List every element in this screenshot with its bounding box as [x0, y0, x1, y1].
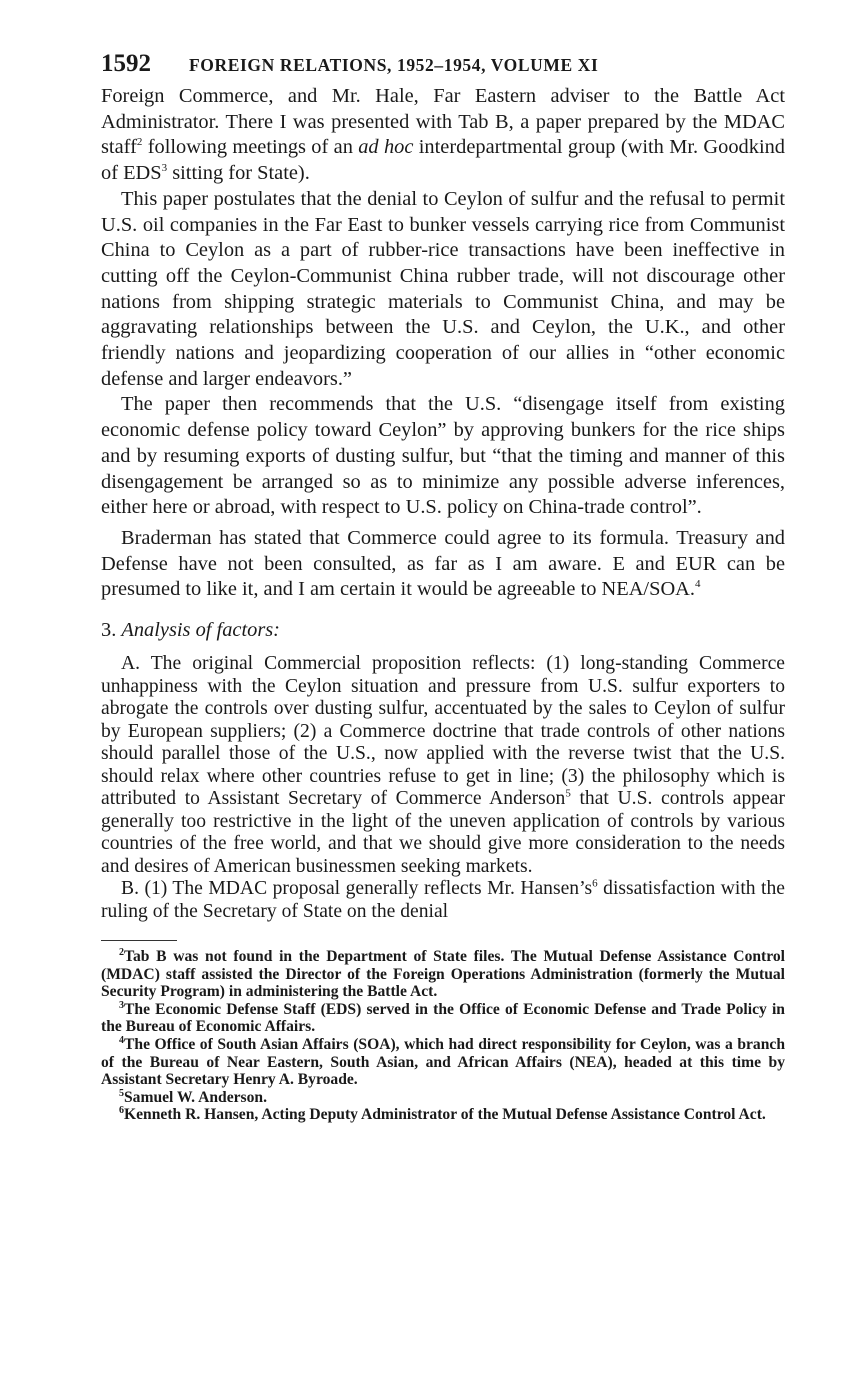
- footnote-ref-4: 4: [695, 578, 701, 591]
- section-title: Analysis of factors:: [121, 619, 280, 642]
- footnote-ref-3: 3: [161, 162, 168, 175]
- paragraph-3: The paper then recommends that the U.S. “disengage itself from existing economic defense policy toward Ceylon” by approving bunkers for the rice ships and by resuming exports of dusting sulfur, but “that the timing and manner of this disengagement be arranged so as to minimize any possible adverse inferences, either here or abroad, with respect to U.S. policy on China-trade control”.: [101, 393, 785, 519]
- running-head: FOREIGN RELATIONS, 1952–1954, VOLUME XI: [189, 55, 599, 75]
- paragraph-1: Foreign Commerce, and Mr. Hale, Far Eastern adviser to the Battle Act Administrator. There I was presented with Tab B, a paper prepared by the MDAC staff$^2$ following meetings of an ad hoc interdepartmental group (with Mr. Goodkind of EDS$^3$ sitting for State).: [101, 85, 785, 185]
- paragraph-4: Braderman has stated that Commerce could agree to its formula. Treasury and Defense have not been consulted, as far as I am aware. E and EUR can be presumed to like it, and I am certain it would be agreeable to NEA/SOA.$^4$: [101, 526, 785, 601]
- section-heading: [101, 619, 785, 642]
- footnote: $^2$Tab B was not found in the Department of State files. The Mutual Defense Assistance Control (MDAC) staff assisted the Director of the Foreign Operations Administration (formerly the Mutual Security Program) in administering the Battle Act.: [101, 946, 785, 1001]
- footnote-ref-5: 5: [565, 787, 571, 800]
- document-page: [101, 50, 785, 1124]
- page-header: [101, 50, 785, 84]
- footnote-ref-6: 6: [592, 877, 598, 890]
- footnote-ref-2: 2: [136, 136, 143, 149]
- footnote: $^4$The Office of South Asian Affairs (SOA), which had direct responsibility for Ceylon, was a branch of the Bureau of Near Eastern, South Asian, and African Affairs (NEA), headed at this time by Assistant Secretary Henry A. Byroade.: [101, 1034, 785, 1089]
- section-number: 3.: [101, 619, 122, 642]
- page-number: 1592: [101, 50, 151, 77]
- analysis-section: [101, 653, 785, 923]
- footnote: $^3$The Economic Defense Staff (EDS) served in the Office of Economic Defense and Trade Policy in the Bureau of Economic Affairs.: [101, 999, 785, 1036]
- footnote-divider: [101, 940, 177, 941]
- body-text: [101, 84, 785, 603]
- italic-phrase: ad hoc: [358, 136, 414, 159]
- footnote: $^6$Kenneth R. Hansen, Acting Deputy Administrator of the Mutual Defense Assistance Control Act.: [119, 1105, 766, 1124]
- analysis-paragraph-b: B. (1) The MDAC proposal generally reflects Mr. $Hansen’s^6$ dissatisfaction with the ruling of the Secretary of State on the denial: [101, 877, 785, 922]
- paragraph-2: This paper postulates that the denial to Ceylon of sulfur and the refusal to permit U.S. oil companies in the Far East to bunker vessels carrying rice from Communist China to Ceylon as a part of rubber-rice transactions have been ineffective in cutting off the Ceylon-Communist China rubber trade, will not discourage other nations from shipping strategic materials to Communist China, and may be aggravating relationships between the U.S. and Ceylon, the U.K., and other friendly nations and jeopardizing cooperation of our allies in “other economic defense and larger endeavors.”: [101, 187, 785, 390]
- analysis-paragraph-a: A. The original Commercial proposition reflects: (1) long-standing Commerce unhappiness with the Ceylon situation and pressure from U.S. sulfur exporters to abrogate the controls over dusting sulfur, accentuated by the sales to Ceylon of sulfur by European suppliers; (2) a Commerce doctrine that trade controls of other nations should parallel those of the U.S., now applied with the reverse twist that the U.S. should relax where other countries refuse to get in line; (3) the philosophy which is attributed to Assistant Secretary of Commerce Anderson$^5$ that U.S. controls appear generally too restrictive in the light of the uneven application of controls by various countries of the free world, and that we should give more consideration to the needs and desires of American businessmen seeking markets.: [101, 653, 785, 877]
- footnotes: [101, 948, 785, 1124]
- footnote: $^5$Samuel W. Anderson.: [119, 1087, 267, 1106]
